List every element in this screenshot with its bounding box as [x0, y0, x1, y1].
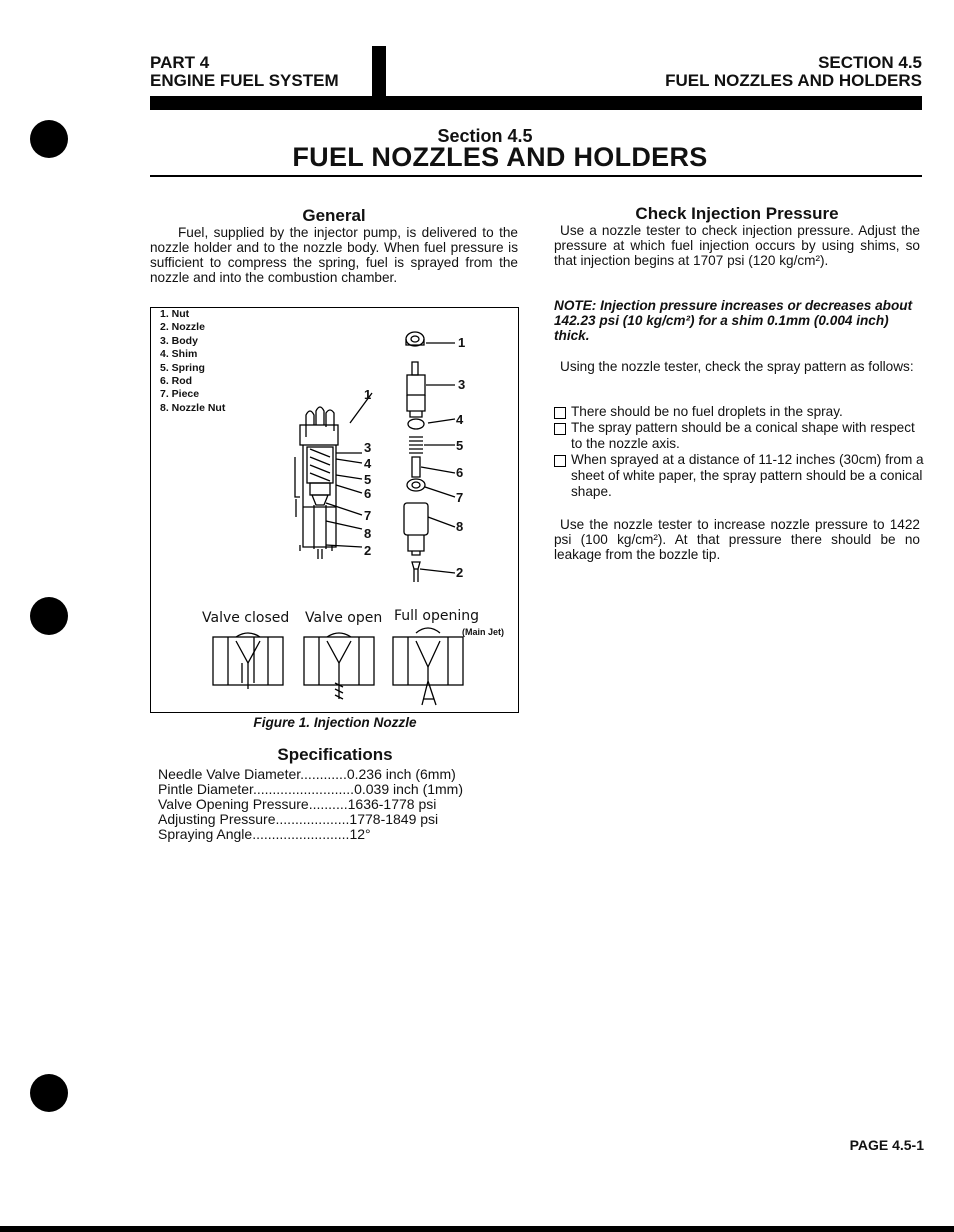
section-label: SECTION 4.5 [818, 53, 922, 72]
spec-leader: ................... [275, 811, 350, 827]
check-injection-intro: Use a nozzle tester to check injection pressure. Adjust the pressure at which fuel injection occurs by using shims, so that injection begins at 1707 psi (120 kg/cm²). [554, 223, 920, 268]
check-injection-heading: Check Injection Pressure [635, 204, 839, 223]
exploded-callout: 4 [456, 412, 464, 427]
assembly-callout: 1 [364, 387, 372, 402]
spec-value: 1778-1849 psi [349, 811, 439, 827]
page-number: PAGE 4.5-1 [849, 1137, 924, 1153]
assembly-callout: 4 [364, 456, 372, 471]
injection-note: NOTE: Injection pressure increases or decreases about 142.23 psi (10 kg/cm²) for a shim 0.1mm (0.004 inch) thick. [554, 298, 913, 343]
checkbox-icon [554, 407, 566, 419]
exploded-callout: 5 [456, 438, 464, 453]
header-right [665, 54, 922, 90]
parts-list-item: 6. Rod [160, 375, 193, 388]
part-label: PART 4 [150, 53, 210, 72]
spec-label: Valve Opening Pressure [158, 796, 309, 812]
checklist-item [554, 420, 924, 452]
main-jet-label: (Main Jet) [462, 627, 505, 637]
specifications-heading: Specifications [277, 745, 393, 764]
valve-closed-label: Valve closed [202, 610, 290, 626]
section-header-title: FUEL NOZZLES AND HOLDERS [665, 71, 922, 90]
spec-label: Spraying Angle [158, 826, 253, 842]
parts-list-item: 8. Nozzle Nut [160, 401, 226, 414]
exploded-callout: 6 [456, 465, 464, 480]
bottom-edge-bar [0, 1226, 954, 1232]
spec-row [158, 812, 463, 827]
nozzle-assembly-drawing [295, 407, 338, 559]
checklist-item [554, 404, 924, 420]
assembly-callout: 2 [364, 543, 372, 558]
header-divider-block [372, 46, 386, 102]
spray-pattern-intro: Using the nozzle tester, check the spray pattern as follows: [560, 359, 914, 374]
exploded-callout: 3 [458, 377, 466, 392]
leakage-test-text: Use the nozzle tester to increase nozzle pressure to 1422 psi (100 kg/cm²). At that pressure there should be no leakage from the bozzle tip. [554, 517, 920, 562]
spec-label: Adjusting Pressure [158, 811, 276, 827]
spec-value: 0.236 inch (6mm) [346, 766, 456, 782]
spec-leader: .......... [308, 796, 348, 812]
assembly-callout: 7 [364, 508, 372, 523]
checklist-text: There should be no fuel droplets in the spray. [571, 404, 843, 419]
parts-list-item: 3. Body [160, 334, 198, 347]
parts-list-item: 7. Piece [160, 388, 200, 401]
exploded-callout: 1 [458, 335, 466, 350]
page-title: FUEL NOZZLES AND HOLDERS [292, 142, 708, 172]
assembly-callout: 6 [364, 486, 372, 501]
injection-nozzle-drawing [150, 307, 519, 713]
spec-row [158, 782, 463, 797]
spec-leader: ............ [300, 766, 347, 782]
checklist-text: When sprayed at a distance of 11-12 inches (30cm) from a sheet of white paper, the spray pattern should be a conical shape. [571, 452, 924, 499]
spec-row [158, 827, 463, 842]
part-title: ENGINE FUEL SYSTEM [150, 71, 339, 90]
assembly-callout: 8 [364, 526, 372, 541]
checklist-text: The spray pattern should be a conical shape with respect to the nozzle axis. [571, 420, 915, 451]
assembly-callout: 3 [364, 440, 372, 455]
binder-hole [30, 1074, 68, 1112]
checkbox-icon [554, 423, 566, 435]
exploded-callout: 7 [456, 490, 464, 505]
title-rule [150, 175, 922, 177]
full-opening-label: Full opening [394, 608, 479, 624]
checkbox-icon [554, 455, 566, 467]
checklist-item [554, 452, 924, 500]
specifications-list [158, 767, 463, 842]
assembly-callout: 5 [364, 472, 372, 487]
spec-value: 12° [349, 826, 371, 842]
spec-row [158, 767, 463, 782]
valve-closed-drawing [213, 633, 283, 689]
exploded-parts-drawing [404, 332, 428, 582]
header-left [150, 54, 339, 90]
parts-list-item: 2. Nozzle [160, 321, 205, 334]
spec-leader: .......................... [252, 781, 355, 797]
valve-open-label: Valve open [305, 610, 383, 626]
general-text: Fuel, supplied by the injector pump, is delivered to the nozzle holder and to the nozzle body. When fuel pressure is sufficient to compress the spring, fuel is sprayed from the nozzle and into the combustion chamber. [150, 225, 518, 285]
spec-label: Pintle Diameter [158, 781, 253, 797]
spray-checklist [554, 404, 924, 500]
spec-value: 0.039 inch (1mm) [354, 781, 464, 797]
parts-list-item: 5. Spring [160, 361, 205, 374]
spec-row [158, 797, 463, 812]
parts-list-item: 1. Nut [160, 308, 190, 320]
binder-hole [30, 120, 68, 158]
header-bar [150, 96, 922, 110]
exploded-callout: 8 [456, 519, 464, 534]
valve-open-drawing [304, 633, 374, 699]
figure-caption: Figure 1. Injection Nozzle [253, 715, 417, 730]
spec-label: Needle Valve Diameter [158, 766, 301, 782]
exploded-callout: 2 [456, 565, 464, 580]
spec-value: 1636-1778 psi [347, 796, 437, 812]
full-opening-drawing [393, 628, 463, 705]
binder-hole [30, 597, 68, 635]
spec-leader: ......................... [252, 826, 350, 842]
parts-list-item: 4. Shim [160, 348, 198, 361]
general-heading: General [302, 206, 366, 225]
section-number: Section 4.5 [437, 126, 533, 146]
